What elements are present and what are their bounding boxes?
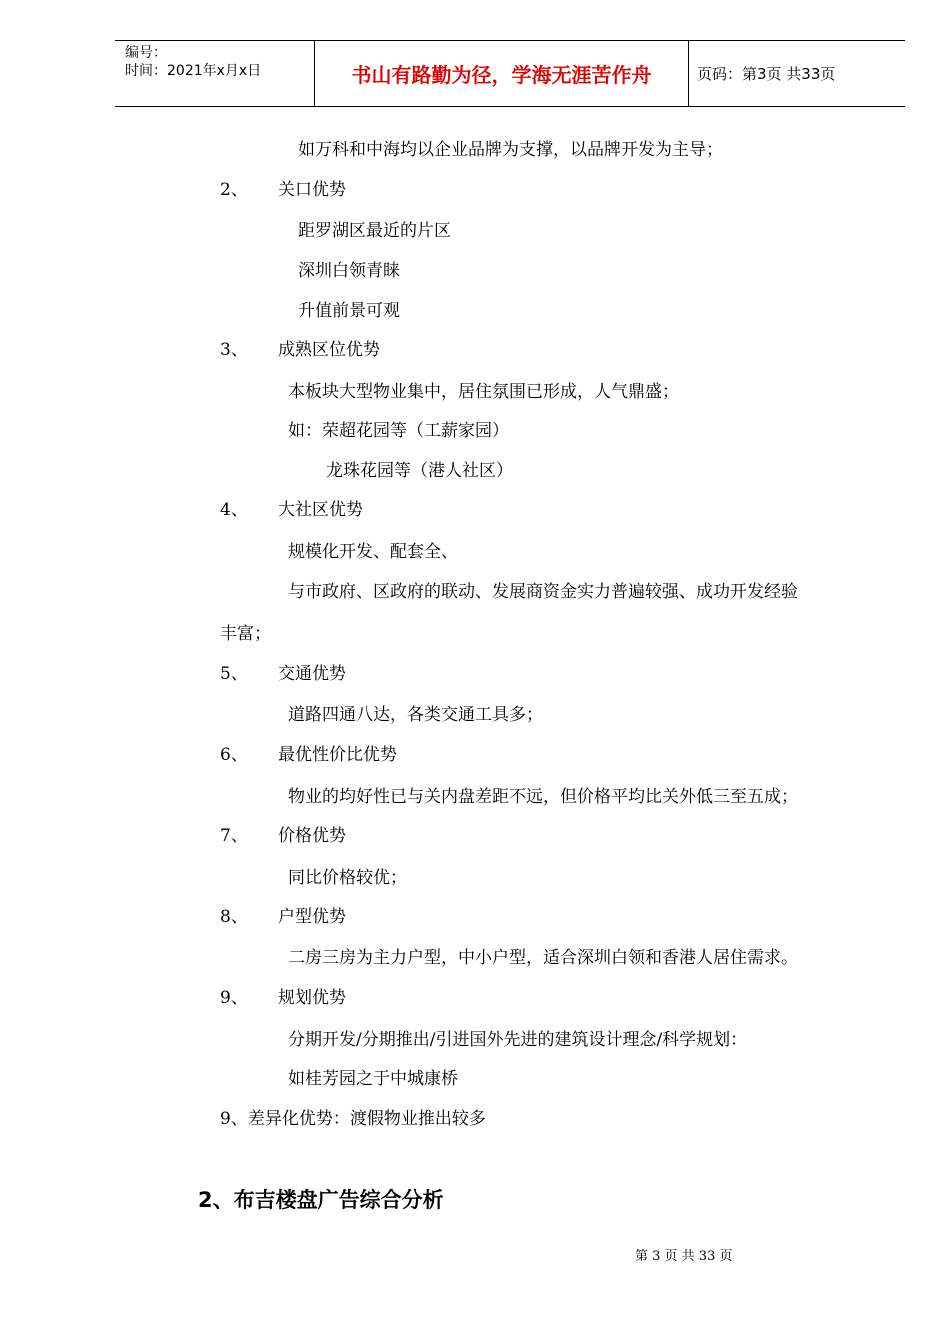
body-line: 二房三房为主力户型，中小户型，适合深圳白领和香港人居住需求。 — [288, 948, 798, 968]
header-page-info: 页码：第3页 共33页 — [697, 65, 836, 83]
item-number: 9、 — [220, 988, 248, 1008]
body-line: 与市政府、区政府的联动、发展商资金实力普遍较强、成功开发经验 — [288, 582, 798, 602]
header-time-label: 时间：2021年x月x日 — [125, 63, 262, 79]
body-line: 9、差异化优势：渡假物业推出较多 — [220, 1109, 486, 1129]
body-line: 龙珠花园等（港人社区） — [326, 461, 513, 481]
item-title: 规划优势 — [278, 988, 346, 1008]
body-line: 同比价格较优； — [288, 868, 407, 888]
item-title: 最优性价比优势 — [278, 745, 397, 765]
header-motto: 书山有路勤为径，学海无涯苦作舟 — [315, 41, 689, 106]
body-line: 本板块大型物业集中，居住氛围已形成，人气鼎盛； — [288, 382, 679, 402]
body-line: 如桂芳园之于中城康桥 — [288, 1069, 458, 1089]
body-line: 物业的均好性已与关内盘差距不远，但价格平均比关外低三至五成； — [288, 787, 798, 807]
item-number: 7、 — [220, 826, 248, 846]
body-line: 如：荣超花园等（工薪家园） — [288, 421, 509, 441]
section-title: 2、布吉楼盘广告综合分析 — [198, 1188, 444, 1212]
body-line: 如万科和中海均以企业品牌为支撑，以品牌开发为主导； — [298, 140, 723, 160]
body-line: 深圳白领青睐 — [298, 261, 400, 281]
item-number: 6、 — [220, 745, 248, 765]
item-number: 5、 — [220, 664, 248, 684]
item-title: 交通优势 — [278, 664, 346, 684]
item-title: 关口优势 — [278, 180, 346, 200]
body-line: 道路四通八达，各类交通工具多； — [288, 705, 543, 725]
body-line: 规模化开发、配套全、 — [288, 542, 458, 562]
item-number: 8、 — [220, 907, 248, 927]
page-header — [115, 40, 905, 107]
body-line: 丰富； — [220, 624, 271, 644]
page-footer: 第 3 页 共 33 页 — [635, 1249, 733, 1264]
item-number: 4、 — [220, 500, 248, 520]
item-number: 3、 — [220, 340, 248, 360]
item-number: 2、 — [220, 180, 248, 200]
body-line: 距罗湖区最近的片区 — [298, 221, 451, 241]
header-meta — [115, 41, 315, 106]
item-title: 大社区优势 — [278, 500, 363, 520]
item-title: 成熟区位优势 — [278, 340, 380, 360]
item-title: 价格优势 — [278, 826, 346, 846]
body-line: 分期开发/分期推出/引进国外先进的建筑设计理念/科学规划： — [288, 1030, 748, 1050]
item-title: 户型优势 — [278, 907, 346, 927]
body-line: 升值前景可观 — [298, 301, 400, 321]
header-id-label: 编号： — [125, 45, 167, 61]
